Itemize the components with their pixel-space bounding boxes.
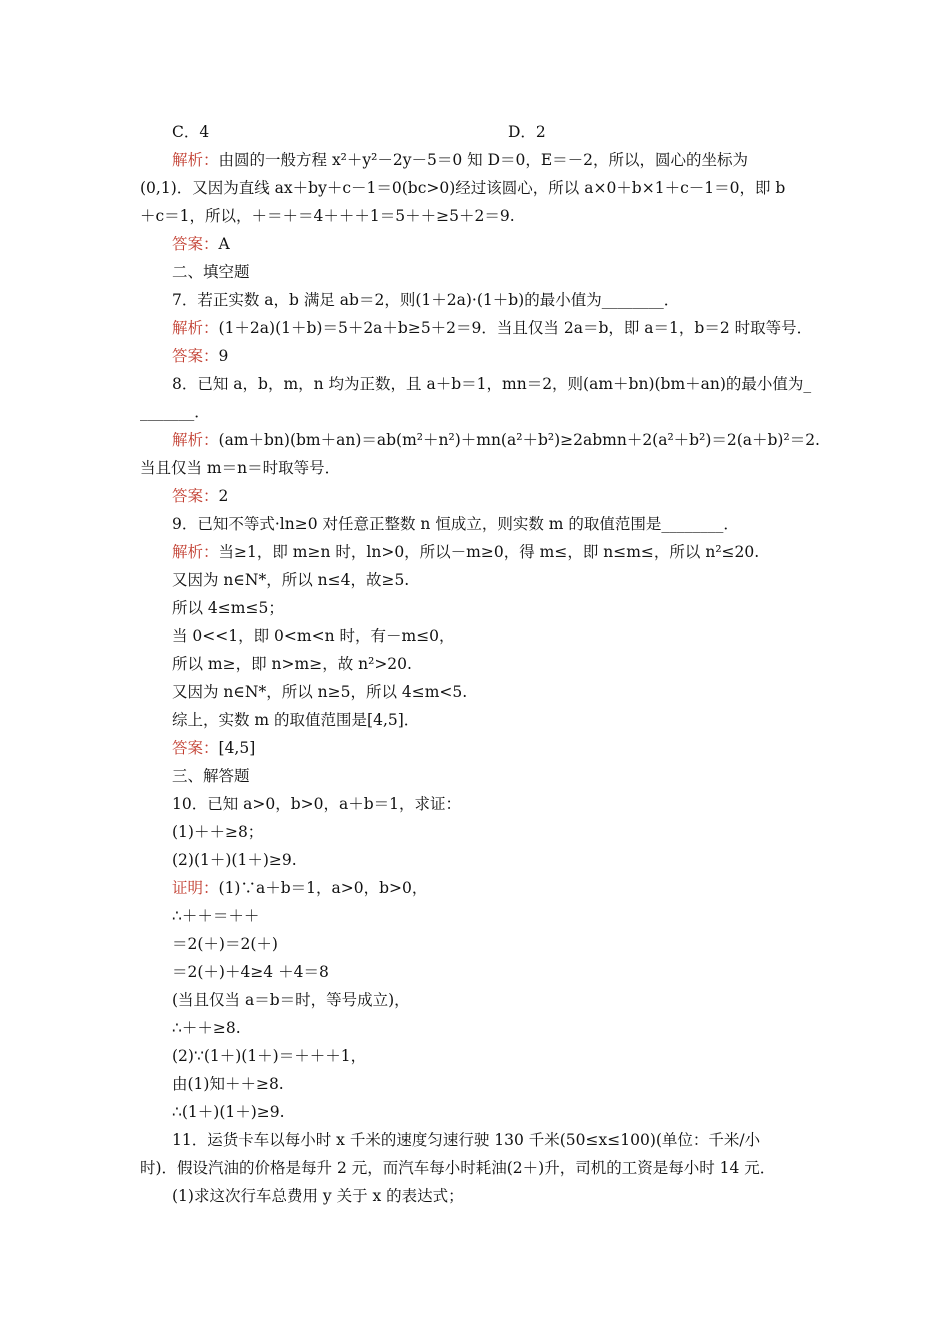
text-line	[140, 1070, 816, 1098]
line-text: (1)＋＋≥8；	[172, 823, 264, 841]
answer-options-row	[140, 118, 816, 146]
text-line	[140, 1098, 816, 1126]
line-text: 时)．假设汽油的价格是每升 2 元，而汽车每小时耗油(2＋)升，司机的工资是每小时 14 元．	[140, 1159, 776, 1177]
line-text: 由(1)知＋＋≥8.	[172, 1075, 284, 1093]
text-line	[140, 146, 816, 174]
text-line	[140, 1182, 816, 1210]
text-line	[140, 594, 816, 622]
line-text: 10．已知 a>0，b>0，a＋b＝1，求证：	[172, 795, 462, 813]
line-text: 由圆的一般方程 x²＋y²－2y－5＝0 知 D＝0，E＝－2，所以，圆心的坐标为	[218, 151, 749, 169]
text-line	[140, 314, 816, 342]
line-text: 二、填空题	[172, 263, 250, 281]
text-line	[140, 1014, 816, 1042]
solution-label: 解析：	[172, 319, 219, 337]
text-line	[140, 734, 816, 762]
line-text: 7．若正实数 a，b 满足 ab＝2，则(1＋2a)·(1＋b)的最小值为________．	[172, 291, 680, 309]
line-text: (1)求这次行车总费用 y 关于 x 的表达式；	[172, 1187, 464, 1205]
text-line	[140, 1042, 816, 1070]
line-text: (1＋2a)(1＋b)＝5＋2a＋b≥5＋2＝9．当且仅当 2a＝b，即 a＝1，b＝2 时取等号．	[218, 319, 813, 337]
line-text: 又因为 n∈N*，所以 n≤4，故≥5.	[172, 571, 410, 589]
solution-label: 解析：	[172, 431, 219, 449]
solution-label: 答案：	[172, 235, 219, 253]
text-line	[140, 902, 816, 930]
text-line	[140, 678, 816, 706]
line-text: [4,5]	[218, 739, 256, 757]
text-line	[140, 790, 816, 818]
line-text: (2)(1＋)(1＋)≥9.	[172, 851, 297, 869]
solution-label: 答案：	[172, 487, 219, 505]
text-line	[140, 286, 816, 314]
line-text: 9	[218, 347, 229, 365]
line-text: 所以 m≥，即 n>m≥，故 n²>20.	[172, 655, 412, 673]
text-line	[140, 986, 816, 1014]
solution-label: 解析：	[172, 543, 219, 561]
solution-label: 证明：	[172, 879, 219, 897]
line-text: (am＋bn)(bm＋an)＝ab(m²＋n²)＋mn(a²＋b²)≥2abmn＋2(a²＋b²)＝2(a＋b)²＝2.	[218, 431, 820, 449]
line-text: ∴＋＋＝＋＋	[172, 907, 260, 925]
line-text: 当且仅当 m＝n＝时取等号．	[140, 459, 341, 477]
line-text: 当≥1，即 m≥n 时，ln>0，所以－m≥0，得 m≤，即 n≤m≤，所以 n²≤20.	[218, 543, 760, 561]
text-line	[140, 930, 816, 958]
line-text: A	[218, 235, 230, 253]
line-text: 9．已知不等式·ln≥0 对任意正整数 n 恒成立，则实数 m 的取值范围是________．	[172, 515, 739, 533]
text-line	[140, 482, 816, 510]
answer-option: C．4	[172, 123, 210, 141]
line-text: 所以 4≤m≤5；	[172, 599, 284, 617]
text-line	[140, 510, 816, 538]
text-line	[140, 202, 816, 230]
line-text: 8．已知 a，b，m，n 均为正数，且 a＋b＝1，mn＝2，则(am＋bn)(bm＋an)的最小值为_	[172, 375, 812, 393]
line-text: 综上，实数 m 的取值范围是[4,5]．	[172, 711, 420, 729]
line-text: ＝2(＋)＝2(＋)	[172, 935, 278, 953]
text-line	[140, 874, 816, 902]
line-text: (0,1)．又因为直线 ax＋by＋c－1＝0(bc>0)经过该圆心，所以 a×0＋b×1＋c－1＝0，即 b	[140, 179, 786, 197]
line-text: ＋c＝1，所以，＋＝＋＝4＋＋＋1＝5＋＋≥5＋2＝9.	[140, 207, 515, 225]
text-line	[140, 846, 816, 874]
text-line	[140, 426, 820, 454]
text-line	[140, 398, 816, 426]
line-text: (2)∵(1＋)(1＋)＝＋＋＋1，	[172, 1047, 367, 1065]
line-text: 11．运货卡车以每小时 x 千米的速度匀速行驶 130 千米(50≤x≤100)(单位：千米/小	[172, 1131, 761, 1149]
line-text: 三、解答题	[172, 767, 250, 785]
line-text: ∴(1＋)(1＋)≥9.	[172, 1103, 285, 1121]
line-text: 又因为 n∈N*，所以 n≥5，所以 4≤m<5.	[172, 683, 468, 701]
text-line	[140, 230, 816, 258]
text-line	[140, 622, 816, 650]
text-line	[140, 566, 816, 594]
solution-label: 解析：	[172, 151, 219, 169]
line-text: 2	[218, 487, 229, 505]
text-line	[140, 538, 816, 566]
line-text: _______．	[140, 403, 210, 421]
line-text: ＝2(＋)＋4≥4 ＋4＝8	[172, 963, 329, 981]
text-line	[140, 370, 816, 398]
solution-label: 答案：	[172, 347, 219, 365]
document-body	[140, 118, 820, 1210]
line-text: (1)∵a＋b＝1，a>0，b>0，	[218, 879, 428, 897]
text-line	[140, 762, 816, 790]
text-line	[140, 258, 816, 286]
text-line	[140, 454, 816, 482]
text-line	[140, 958, 816, 986]
line-text: ∴＋＋≥8.	[172, 1019, 241, 1037]
text-line	[140, 706, 816, 734]
text-line	[140, 174, 816, 202]
solution-label: 答案：	[172, 739, 219, 757]
line-text: (当且仅当 a＝b＝时，等号成立)，	[172, 991, 410, 1009]
text-line	[140, 342, 816, 370]
text-line	[140, 1154, 816, 1182]
text-line	[140, 650, 816, 678]
text-line	[140, 818, 816, 846]
line-text: 当 0<<1，即 0<m<n 时，有－m≤0，	[172, 627, 455, 645]
answer-option: D．2	[508, 123, 546, 141]
text-line	[140, 1126, 816, 1154]
